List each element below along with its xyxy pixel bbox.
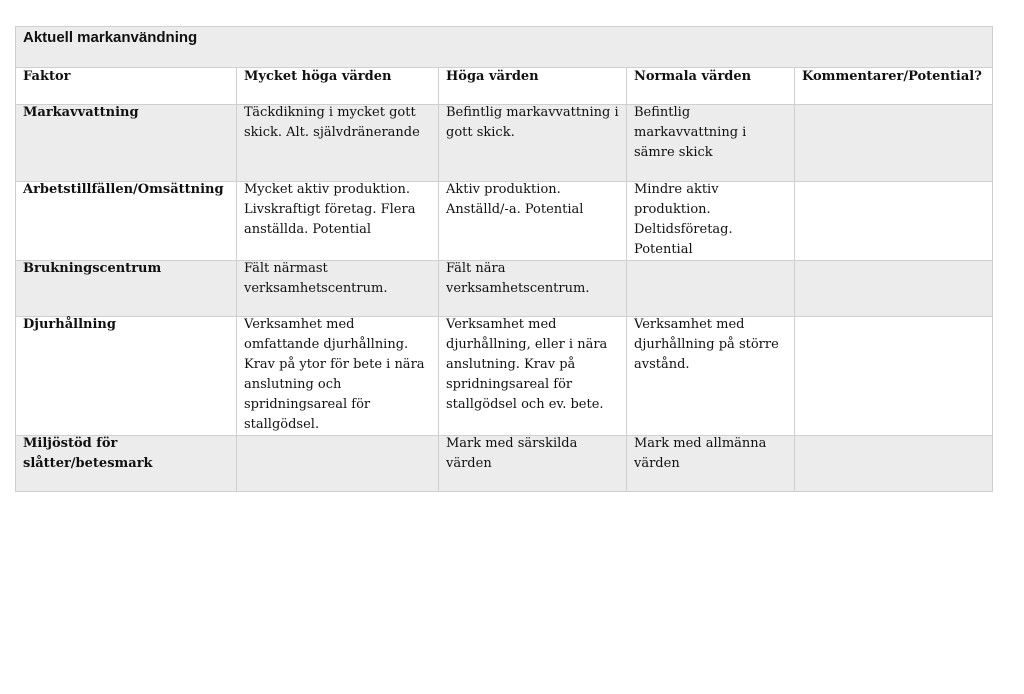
very-high-cell: [237, 436, 439, 492]
normal-cell: Mindre aktiv produktion. Deltidsföretag. Potential: [627, 182, 795, 261]
factor-cell: Miljöstöd för slåtter/betesmark: [16, 436, 237, 492]
header-row: [16, 68, 993, 105]
comment-cell: [795, 105, 993, 182]
table-row: [16, 261, 993, 317]
high-cell: Befintlig markavvattning i gott skick.: [439, 105, 627, 182]
normal-cell: Mark med allmänna värden: [627, 436, 795, 492]
land-use-table: [15, 26, 993, 492]
comment-cell: [795, 317, 993, 436]
normal-cell: Verksamhet med djurhållning på större avstånd.: [627, 317, 795, 436]
high-cell: Mark med särskilda värden: [439, 436, 627, 492]
header-normal: Normala värden: [627, 68, 795, 105]
comment-cell: [795, 261, 993, 317]
table-title: Aktuell markanvändning: [16, 27, 993, 68]
factor-cell: Brukningscentrum: [16, 261, 237, 317]
normal-cell: Befintlig markavvattning i sämre skick: [627, 105, 795, 182]
very-high-cell: Täckdikning i mycket gott skick. Alt. självdränerande: [237, 105, 439, 182]
high-cell: Verksamhet med djurhållning, eller i nära anslutning. Krav på spridningsareal för stallgödsel och ev. bete.: [439, 317, 627, 436]
comment-cell: [795, 436, 993, 492]
normal-cell: [627, 261, 795, 317]
header-factor: Faktor: [16, 68, 237, 105]
table-row: [16, 317, 993, 436]
very-high-cell: Mycket aktiv produktion. Livskraftigt företag. Flera anställda. Potential: [237, 182, 439, 261]
factor-cell: Arbetstillfällen/Omsättning: [16, 182, 237, 261]
high-cell: Aktiv produktion. Anställd/-a. Potential: [439, 182, 627, 261]
header-very-high: Mycket höga värden: [237, 68, 439, 105]
factor-cell: Djurhållning: [16, 317, 237, 436]
table-row: [16, 105, 993, 182]
table-row: [16, 436, 993, 492]
header-high: Höga värden: [439, 68, 627, 105]
very-high-cell: Fält närmast verksamhetscentrum.: [237, 261, 439, 317]
comment-cell: [795, 182, 993, 261]
table-row: [16, 182, 993, 261]
header-comments: Kommentarer/Potential?: [795, 68, 993, 105]
high-cell: Fält nära verksamhetscentrum.: [439, 261, 627, 317]
factor-cell: Markavvattning: [16, 105, 237, 182]
very-high-cell: Verksamhet med omfattande djurhållning. Krav på ytor för bete i nära anslutning och spridningsareal för stallgödsel.: [237, 317, 439, 436]
